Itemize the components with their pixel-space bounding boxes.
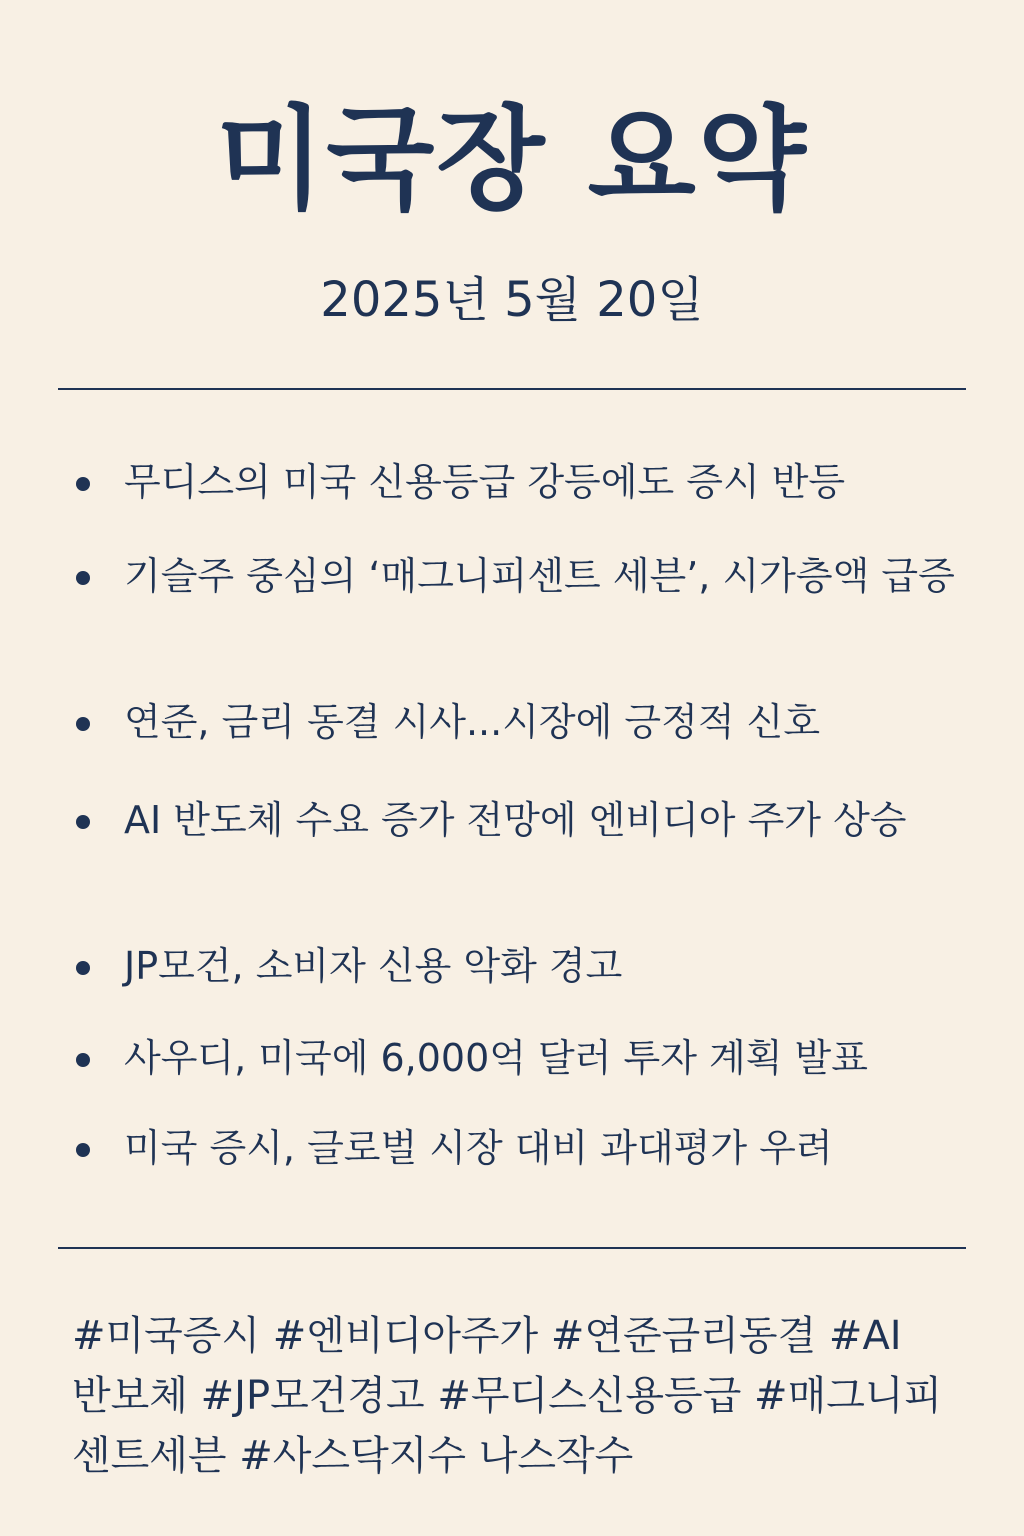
page-title: 미국장 요약 xyxy=(216,95,808,225)
top-divider xyxy=(58,388,966,390)
list-item-text: AI 반도체 수요 증가 전망에 엔비디아 주가 상승 xyxy=(124,798,907,842)
bottom-divider xyxy=(58,1247,966,1249)
list-item-text: 연준, 금리 동결 시사...시장에 긍정적 신호 xyxy=(124,700,821,744)
hashtag-list: #미국증시 #엔비디아주가 #연준금리동결 #AI 반보체 #JP모건경고 #무디스신용등급 #매그니피센트세븐 #사스닥지수 나스작수 xyxy=(72,1313,943,1479)
bullet-icon xyxy=(76,717,90,731)
bullet-icon xyxy=(76,815,90,829)
bullet-icon xyxy=(76,1143,90,1157)
bullet-icon xyxy=(76,1053,90,1067)
list-item-text: 미국 증시, 글로벌 시장 대비 과대평가 우려 xyxy=(124,1126,833,1170)
bullet-icon xyxy=(76,571,90,585)
bullet-icon xyxy=(76,477,90,491)
list-item-text: JP모건, 소비자 신용 악화 경고 xyxy=(124,944,623,988)
bullet-icon xyxy=(76,961,90,975)
list-item-text: 사우디, 미국에 6,000억 달러 투자 계획 발표 xyxy=(124,1036,868,1080)
list-item-text: 기슬주 중심의 ‘매그니피센트 세븐’, 시가층액 급증 xyxy=(124,554,955,598)
date-subtitle: 2025년 5월 20일 xyxy=(320,272,704,328)
list-item-text: 무디스의 미국 신용등급 강등에도 증시 반등 xyxy=(124,460,846,504)
